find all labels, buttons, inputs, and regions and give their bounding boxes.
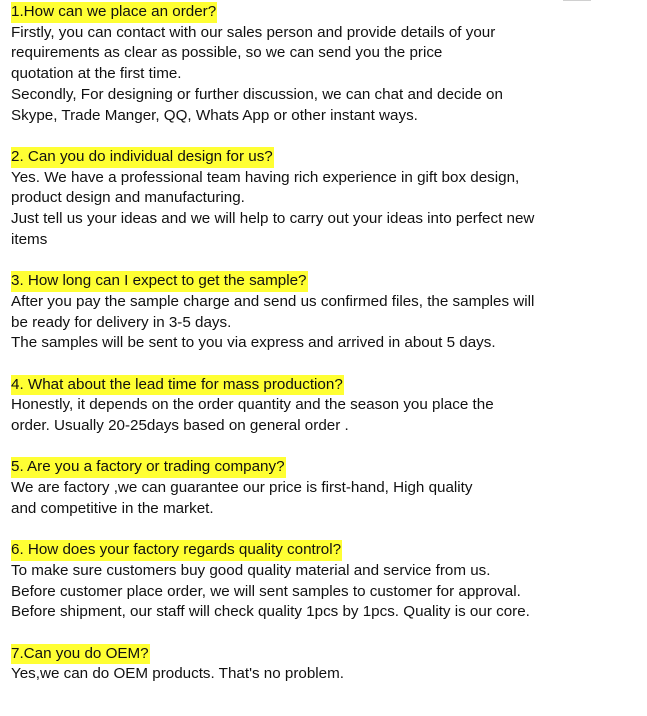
faq-item-lead-time [11, 375, 641, 437]
top-divider [563, 0, 591, 1]
faq-question: 2. Can you do individual design for us? [11, 147, 274, 168]
faq-answer-line: Before customer place order, we will sent samples to customer for approval. [11, 582, 521, 600]
faq-question: 4. What about the lead time for mass production? [11, 375, 344, 396]
faq-answer-line: The samples will be sent to you via express and arrived in about 5 days. [11, 334, 496, 352]
faq-answer-line: order. Usually 20-25days based on general order . [11, 417, 349, 435]
faq-answer-line: items [11, 230, 48, 248]
faq-item-order [11, 2, 641, 126]
faq-item-factory [11, 457, 641, 519]
faq-item-oem [11, 644, 641, 685]
faq-answer-line: Secondly, For designing or further discussion, we can chat and decide on [11, 85, 503, 103]
faq-answer-line: We are factory ,we can guarantee our price is first-hand, High quality [11, 479, 473, 497]
faq-question: 1.How can we place an order? [11, 2, 217, 23]
faq-answer-line: requirements as clear as possible, so we can send you the price [11, 44, 443, 62]
faq-question: 6. How does your factory regards quality control? [11, 540, 342, 561]
faq-item-design [11, 147, 641, 251]
faq-answer-line: Skype, Trade Manger, QQ, Whats App or other instant ways. [11, 106, 418, 124]
faq-answer-line: be ready for delivery in 3-5 days. [11, 313, 232, 331]
faq-answer-line: Just tell us your ideas and we will help to carry out your ideas into perfect new [11, 210, 535, 228]
faq-answer-line: To make sure customers buy good quality material and service from us. [11, 561, 491, 579]
faq-question: 7.Can you do OEM? [11, 644, 150, 665]
faq-answer-line: Firstly, you can contact with our sales person and provide details of your [11, 23, 496, 41]
faq-document [11, 2, 641, 706]
faq-answer-line: Honestly, it depends on the order quantity and the season you place the [11, 396, 494, 414]
faq-answer-line: After you pay the sample charge and send us confirmed files, the samples will [11, 292, 535, 310]
faq-answer-line: and competitive in the market. [11, 499, 214, 517]
faq-item-sample [11, 271, 641, 354]
faq-question: 3. How long can I expect to get the sample? [11, 271, 308, 292]
faq-answer-line: Yes,we can do OEM products. That's no problem. [11, 665, 344, 683]
faq-answer-line: Yes. We have a professional team having rich experience in gift box design, [11, 168, 520, 186]
faq-answer-line: Before shipment, our staff will check quality 1pcs by 1pcs. Quality is our core. [11, 603, 530, 621]
faq-item-quality [11, 540, 641, 623]
faq-question: 5. Are you a factory or trading company? [11, 457, 286, 478]
faq-answer-line: quotation at the first time. [11, 65, 182, 83]
faq-answer-line: product design and manufacturing. [11, 189, 245, 207]
